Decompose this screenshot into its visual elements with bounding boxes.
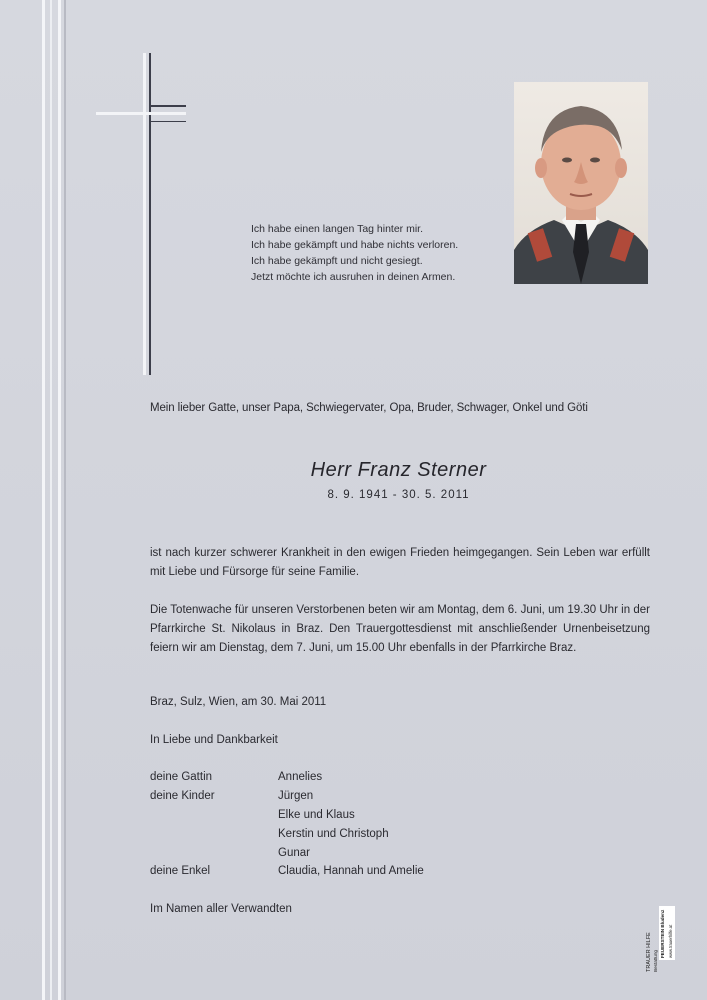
place-date: Braz, Sulz, Wien, am 30. Mai 2011 (150, 696, 327, 708)
logo-web: www.trauerhilfe.at (668, 924, 673, 958)
closing-phrase: In Liebe und Dankbarkeit (150, 734, 278, 746)
poem-line: Ich habe einen langen Tag hinter mir. (251, 223, 424, 235)
mourner-label: deine Kinder (150, 790, 215, 802)
svg-text:Bestattung (653, 950, 658, 972)
mourner-label: deine Enkel (150, 865, 211, 877)
svg-text:www.trauerhilfe.at (668, 924, 673, 958)
service-details-paragraph: Die Totenwache für unseren Verstorbenen beten wir am Montag, dem 6. Juni, um 19.30 Uhr in der Pfarrkirche St. Nikolaus in Braz. Den Trauergottesdienst mit anschließender Urnenbeisetzung feiern wir am Dienstag, dem 7. Juni, um 15.00 Uhr ebenfalls in der Pfarrkirche Braz. (150, 604, 650, 654)
funeral-home-logo (642, 868, 678, 974)
mourner-name: Gunar (278, 847, 310, 859)
deceased-name: Herr Franz Sterner (310, 459, 487, 481)
svg-text:FEUERSTEIN Bludenz (660, 909, 665, 958)
mourner-name: Annelies (278, 771, 323, 783)
poem-line: Jetzt möchte ich ausruhen in deinen Armen. (251, 271, 456, 283)
logo-line2: FEUERSTEIN Bludenz (660, 909, 665, 958)
memorial-poem (251, 221, 458, 285)
signoff: Im Namen aller Verwandten (150, 903, 292, 915)
mourner-name: Elke und Klaus (278, 809, 355, 821)
relations-line: Mein lieber Gatte, unser Papa, Schwiegervater, Opa, Bruder, Schwager, Onkel und Göti (150, 402, 588, 414)
mourner-name: Claudia, Hannah und Amelie (278, 865, 424, 877)
logo-line1: Bestattung (653, 950, 658, 972)
poem-line: Ich habe gekämpft und nicht gesiegt. (251, 255, 423, 267)
mourner-name: Kerstin und Christoph (278, 828, 389, 840)
poem-line: Ich habe gekämpft und habe nichts verloren. (251, 239, 459, 251)
svg-text:TRAUER HILFE (646, 932, 652, 972)
portrait-photo (514, 82, 648, 284)
mourner-label: deine Gattin (150, 771, 213, 783)
announcement-paragraph: ist nach kurzer schwerer Krankheit in den ewigen Frieden heimgegangen. Sein Leben war erfüllt mit Liebe und Fürsorge für seine Familie. (150, 547, 650, 578)
mourner-name: Jürgen (278, 790, 314, 802)
life-dates: 8. 9. 1941 - 30. 5. 2011 (327, 489, 470, 501)
logo-brand: TRAUER HILFE (646, 932, 652, 972)
